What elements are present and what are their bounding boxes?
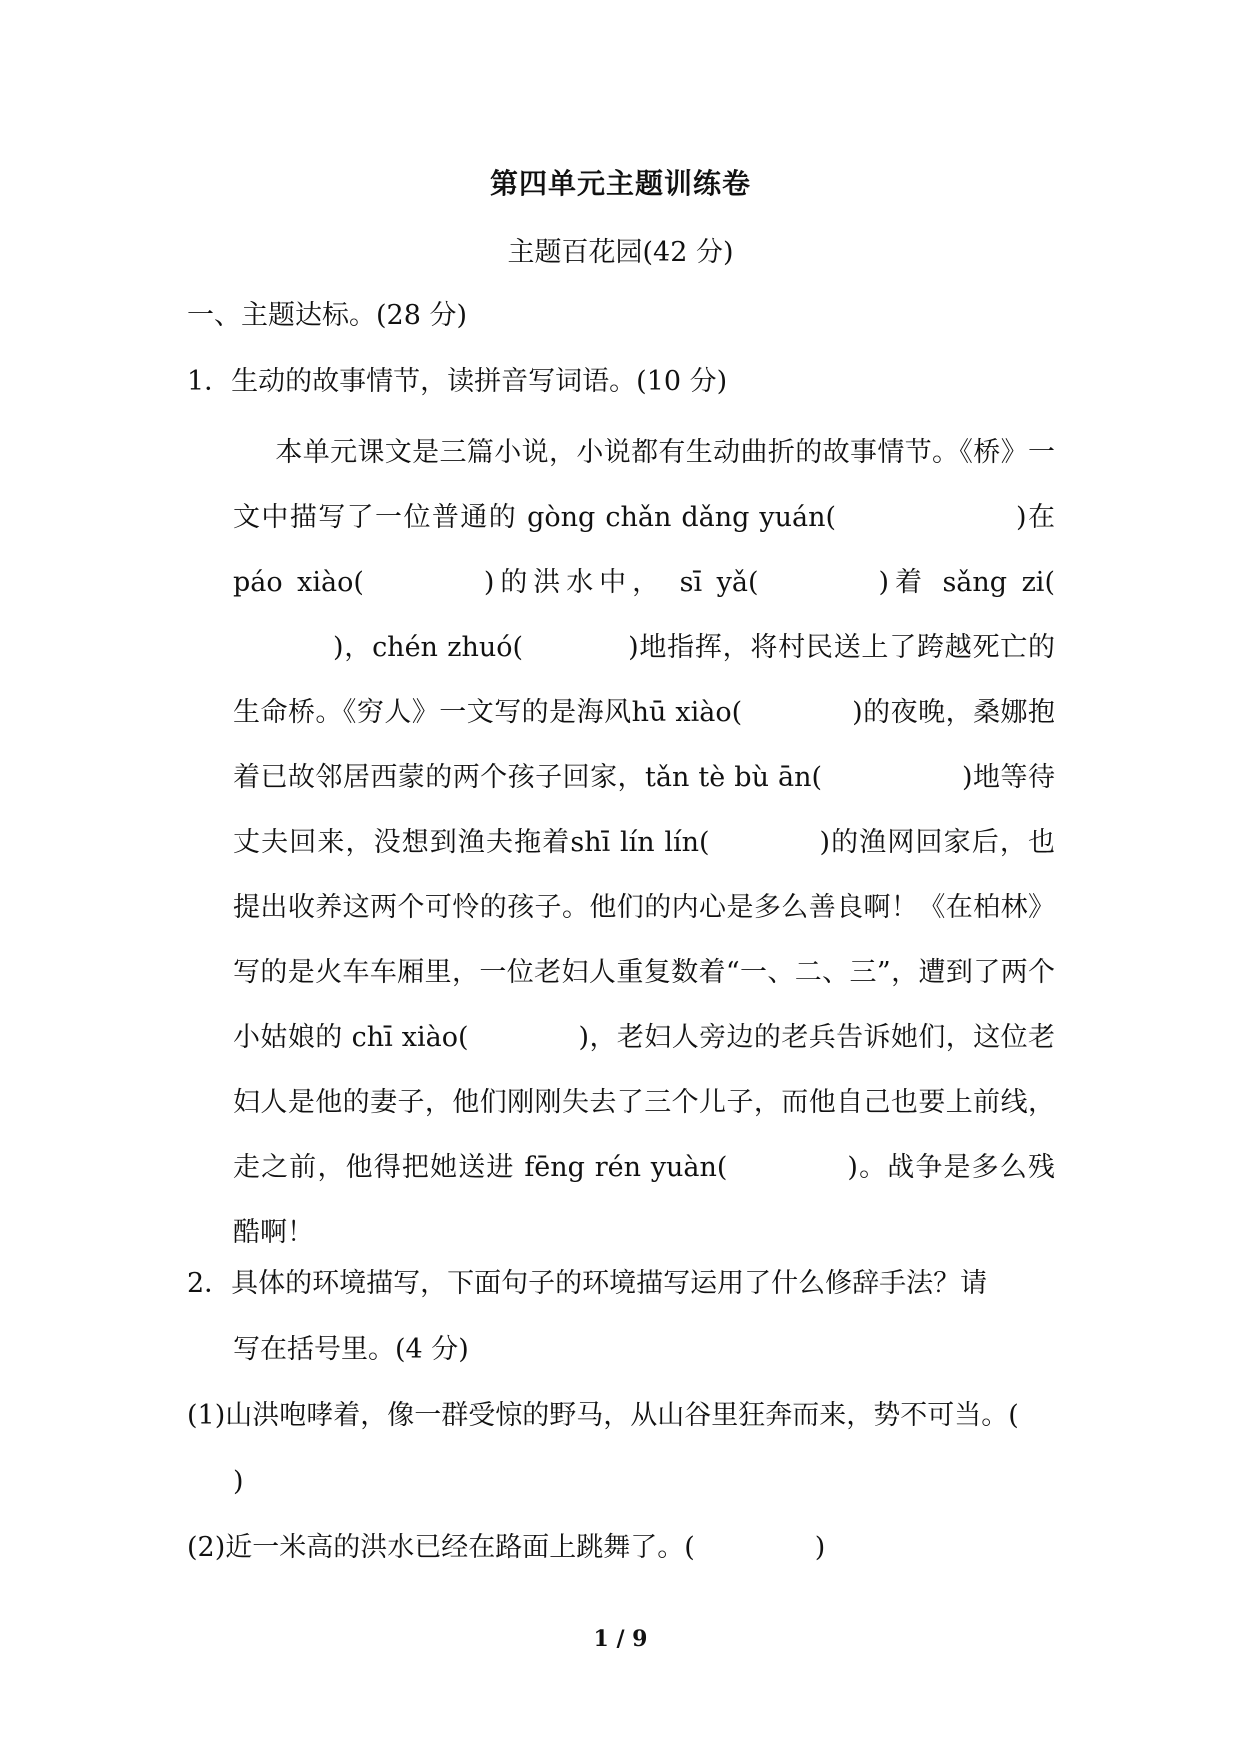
passage-text: )着 (878, 567, 928, 598)
sentence-1: (1)山洪咆哮着，像一群受惊的野马，从山谷里狂奔而来，势不可当。( (187, 1400, 1019, 1431)
pinyin-prompt: páo xiào( (233, 567, 364, 598)
question-2-heading-cont: 写在括号里。(4 分) (233, 1334, 469, 1365)
page-number: 1 / 9 (593, 1626, 648, 1652)
pinyin-prompt: hū xiào( (631, 697, 743, 728)
passage-text: )地指挥，将村民送上了跨越死亡的生命桥。《穷人》一文写的是海风 (233, 632, 1055, 728)
pinyin-prompt: tǎn tè bù ān( (645, 762, 823, 793)
passage-text: )， (333, 632, 373, 663)
passage-text: )地等待丈夫回来，没想到渔夫拖着 (233, 762, 1055, 858)
pinyin-prompt: chén zhuó( (372, 632, 524, 663)
pinyin-prompt: shī lín lín( (570, 827, 710, 858)
passage-text: )，老妇人旁边的老兵告诉她们，这位老妇人是他的妻子，他们刚刚失去了三个儿子，而他自己也要上前线，走之前，他得把她送进 (233, 1022, 1055, 1183)
question-2-heading: 2．具体的环境描写，下面句子的环境描写运用了什么修辞手法？请 (187, 1268, 988, 1299)
passage-text: )的夜晚，桑娜抱着已故邻居西蒙的两个孩子回家， (233, 697, 1056, 793)
page-title: 第四单元主题训练卷 (489, 167, 751, 200)
page-subtitle: 主题百花园(42 分) (507, 237, 734, 268)
passage-text: )的洪水中， (483, 567, 666, 598)
pinyin-prompt: fēng rén yuàn( (524, 1152, 728, 1183)
question-1-passage (233, 420, 1055, 1265)
sentence-2-text: (2)近一米高的洪水已经在路面上跳舞了。( (187, 1532, 695, 1563)
passage-text: )。战争是多么残酷啊！ (233, 1152, 1055, 1248)
section-heading: 一、主题达标。(28 分) (187, 300, 468, 331)
sentence-2 (187, 1528, 825, 1568)
pinyin-prompt: sī yǎ( (679, 567, 759, 598)
passage-text: )的渔网回家后，也提出收养这两个可怜的孩子。他们的内心是多么善良啊！《在柏林》写的是火车车厢里，一位老妇人重复数着“一、二、三”，遭到了两个小姑娘的 (233, 827, 1055, 1053)
pinyin-prompt: sǎng zi( (942, 567, 1055, 598)
sentence-1-answer-close: ) (233, 1466, 244, 1497)
sentence-2-close: ) (814, 1532, 826, 1563)
passage-text: )在 (1016, 502, 1055, 533)
pinyin-prompt: gòng chǎn dǎng yuán( (527, 502, 837, 533)
passage-text: 本单元课文是三篇小说，小说都有生动曲折的故事情节。《桥》一文中描写了一位普通的 (233, 437, 1055, 533)
pinyin-prompt: chī xiào( (351, 1022, 469, 1053)
question-1-heading: 1．生动的故事情节，读拼音写词语。(10 分) (187, 366, 728, 397)
